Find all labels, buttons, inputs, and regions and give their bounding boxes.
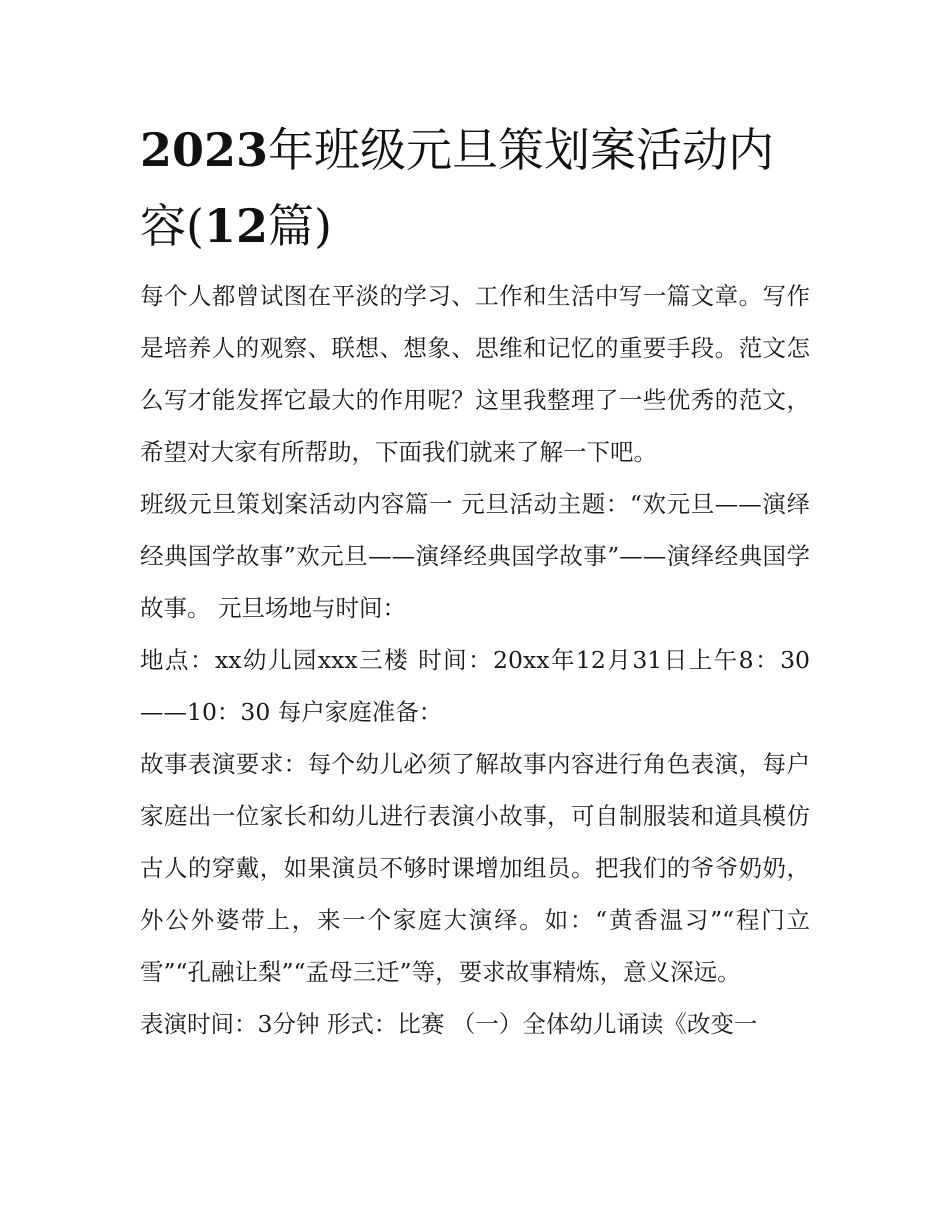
title-suffix: 篇) bbox=[267, 199, 332, 253]
document-title bbox=[140, 112, 810, 264]
location-paragraph: 地点：xx幼儿园xxx三楼 时间：20xx年12月31日上午8：30——10：30 每户家庭准备： bbox=[140, 646, 810, 726]
title-year: 2023 bbox=[140, 123, 269, 177]
requirements-paragraph: 故事表演要求：每个幼儿必须了解故事内容进行角色表演，每户家庭出一位家长和幼儿进行表演小故事，可自制服装和道具模仿古人的穿戴，如果演员不够时课增加组员。把我们的爷爷奶奶，外公外婆带上，来一个家庭大演绎。如：“黄香温习”“程门立雪”“孔融让梨”“孟母三迁”等，要求故事精炼，意义深远。 bbox=[140, 750, 810, 986]
theme-paragraph: 班级元旦策划案活动内容篇一 元旦活动主题：“欢元旦——演绎经典国学故事”欢元旦——演绎经典国学故事”——演绎经典国学故事。 元旦场地与时间： bbox=[140, 490, 810, 622]
intro-paragraph: 每个人都曾试图在平淡的学习、工作和生活中写一篇文章。写作是培养人的观察、联想、想象、思维和记忆的重要手段。范文怎么写才能发挥它最大的作用呢？这里我整理了一些优秀的范文，希望对大家有所帮助，下面我们就来了解一下吧。 bbox=[140, 282, 810, 466]
title-text: 年班级元旦策划案活动内容( bbox=[140, 123, 775, 253]
title-count: 12 bbox=[203, 199, 268, 253]
performance-time-paragraph: 表演时间：3分钟 形式：比赛 （一）全体幼儿诵读《改变一 bbox=[140, 1010, 758, 1038]
document-content bbox=[140, 112, 810, 1050]
